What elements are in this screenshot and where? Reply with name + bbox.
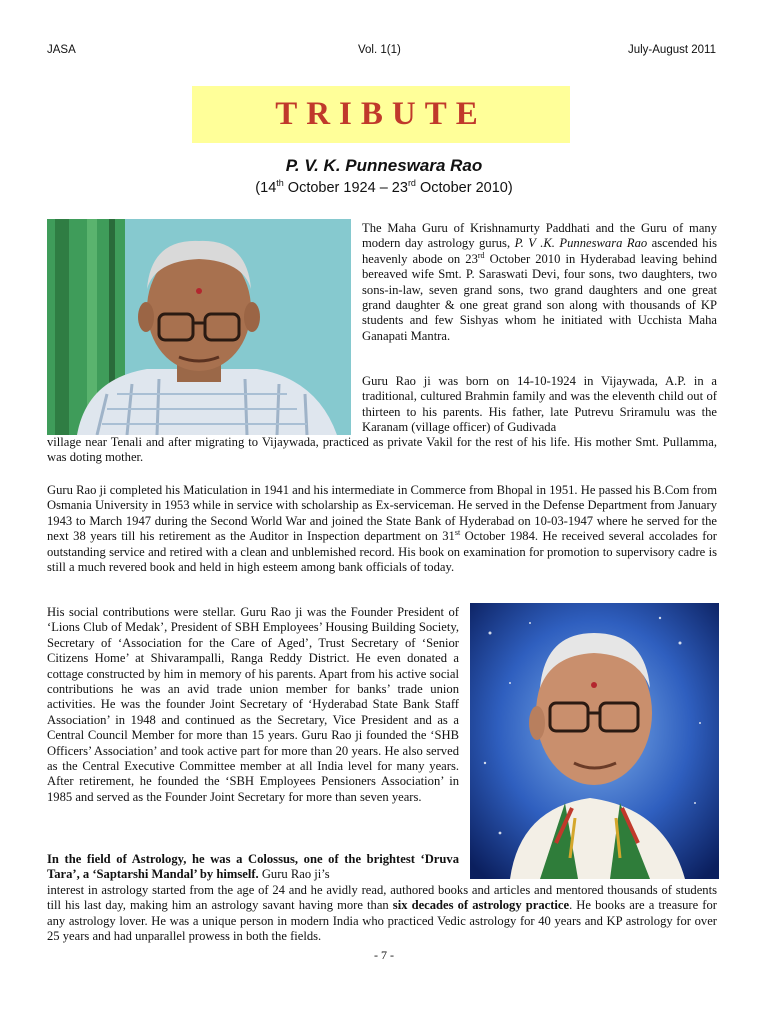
paragraph-birth: Guru Rao ji was born on 14-10-1924 in Vijaywada, A.P. in a traditional, cultured Brahmin family and was the eleventh child out of thirteen to his parents. His father, late Putrevu Sriramulu was the Karanam (village officer) of Gudivada [362, 374, 717, 435]
volume-label: Vol. 1(1) [358, 44, 401, 56]
paragraph-intro: The Maha Guru of Krishnamurty Paddhati and the Guru of many modern day astrology gurus, P. V .K. Punneswara Rao ascended his heavenly abode on 23rd October 2010 in Hyderabad leaving behind bereaved wife Smt. P. Saraswati Devi, four sons, two daughters, two sons-in-law, seven grand sons, two grand daughters and one great grand daughter & one great grand son along with thousands of KP students and few Sishyas whom he initiated with Ucchista Maha Ganapati Mantra. [362, 221, 717, 343]
paragraph-astrology: In the field of Astrology, he was a Colossus, one of the brightest ‘Druva Tara’, a ‘Saptarshi Mandal’ by himself. Guru Rao ji’s [47, 852, 459, 882]
journal-name: JASA [47, 44, 76, 56]
paragraph-career: Guru Rao ji completed his Maticulation in 1941 and his intermediate in Commerce from Bhopal in 1951. He passed his B.Com from Osmania University in 1953 while in service with scholarship as Ex-serviceman. He served in the Defense Department from January 1943 to March 1947 during the Second World War and joined the State Bank of Hyderabad on 10-03-1947 where he served for the next 38 years till his retirement as the Auditor in Inspection department on 31st October 1984. He received several accolades for outstanding service and retired with a clean and unblemished record. His book on examination for promotion to supervisory cadre is still a much revered book and held in high esteem among bank officials of today. [47, 483, 717, 575]
tribute-banner [192, 86, 570, 143]
portrait-photo-1 [47, 219, 351, 435]
issue-date: July-August 2011 [627, 44, 716, 56]
page-number: - 7 - [374, 948, 394, 962]
paragraph-astrology-continued: interest in astrology started from the age of 24 and he avidly read, authored books and articles and mentored thousands of students till his last day, making him an astrology savant having more than six decades of astrology practice. He books are a treasure for any astrology lover. He was a unique person in modern India who practiced Vedic astrology for 40 years and KP astrology for over 25 years and had unparallel prowess in both the fields. [47, 883, 717, 944]
portrait-photo-2 [470, 603, 719, 879]
paragraph-birth-continued: village near Tenali and after migrating to Vijaywada, practiced as private Vakil for the rest of his life. His mother Smt. Pullamma, was doting mother. [47, 435, 717, 465]
subject-name: P. V. K. Punneswara Rao [285, 156, 483, 175]
paragraph-social: His social contributions were stellar. Guru Rao ji was the Founder President of ‘Lions Club of Medak’, President of SBH Employees’ Housing Building Society, Secretary of ‘Association for the Care of Aged’, Trust Secretary of ‘Senior Citizens Home’ at Shivarampalli, Ranga Reddy District. He even donated a cottage constructed by him in memory of his parents. Apart from his active social contributions he was an avid trade union member for banks’ trade union activities. He was the founder Joint Secretary of ‘Hyderabad State Bank Staff Association’ in 1948 and continued as the Secretary, Vice President and as a Central Council Member for more than 15 years. Guru Rao ji founded the ‘SHB Officers’ Association’ and took active part for more than 20 years. He also served as the Central Executive Committee member at all India level for many years. After retirement, he founded the ‘SBH Employees Pensioners Association’ in 1985 and served as the Founder Joint Secretary for more than seven years. [47, 605, 459, 804]
banner-title: TRIBUTE [275, 96, 487, 132]
subject-dates: (14th October 1924 – 23rd October 2010) [255, 178, 513, 196]
